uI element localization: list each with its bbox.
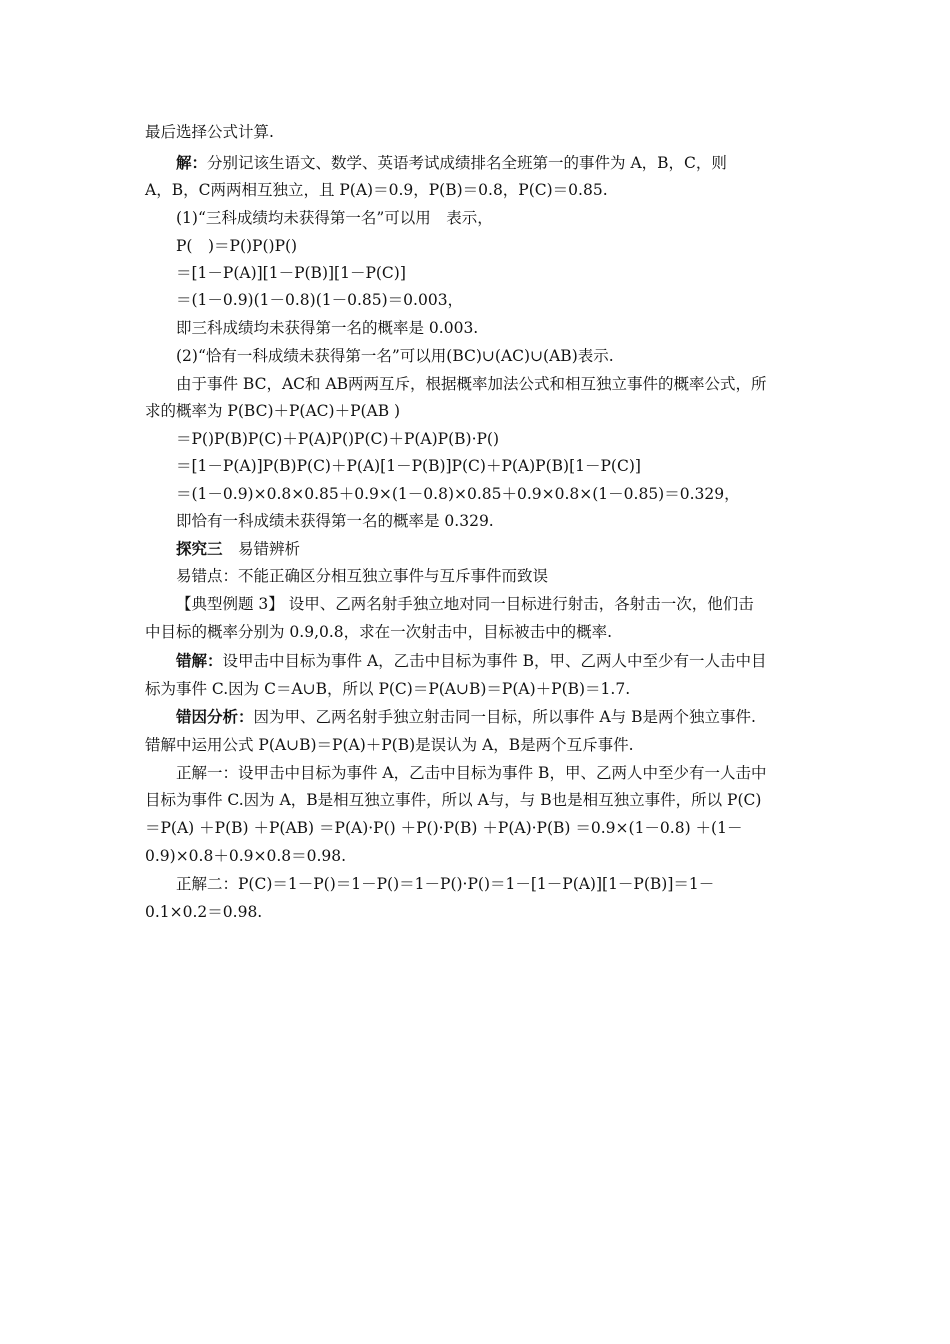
formula-line: ＝P()P(B)P(C)＋P(A)P()P(C)＋P(A)P(B)·P(): [176, 430, 500, 448]
formula-line: ＝(1－0.9)×0.8×0.85＋0.9×(1－0.8)×0.85＋0.9×0.8×(1－0.85)＝0.329，: [176, 485, 740, 503]
example-title: 【典型例题 3】 设甲、乙两名射手独立地对同一目标进行射击，各射击一次，他们击: [176, 595, 754, 613]
text-line: 即恰有一科成绩未获得第一名的概率是 0.329.: [176, 512, 494, 530]
formula-line: P( )＝P()P()P(): [176, 237, 298, 255]
formula-line: 0.9)×0.8＋0.9×0.8＝0.98.: [145, 847, 347, 865]
text-line: 最后选择公式计算.: [145, 123, 274, 141]
formula-line: ＝P(A) ＋P(B) ＋P(AB) ＝P(A)·P() ＋P()·P(B) ＋P(A)·P(B) ＝0.9×(1－0.8) ＋(1－: [145, 819, 743, 837]
section-heading: 探究三 易错辨析: [176, 539, 301, 558]
error-analysis-heading: 错因分析：: [176, 707, 254, 726]
text-line: 目标为事件 C.因为 A，B是相互独立事件，所以 A与，与 B也是相互独立事件，所以 P(C): [145, 791, 762, 809]
formula-line: ＝[1－P(A)]P(B)P(C)＋P(A)[1－P(B)]P(C)＋P(A)P(B)[1－P(C)]: [176, 457, 641, 475]
text-line: A，B，C两两相互独立，且 P(A)＝0.9，P(B)＝0.8，P(C)＝0.85.: [145, 181, 608, 199]
solution-paragraph: 解：分别记该生语文、数学、英语考试成绩排名全班第一的事件为 A，B，C，则: [176, 153, 727, 172]
text-line: 正解一：设甲击中目标为事件 A，乙击中目标为事件 B，甲、乙两人中至少有一人击中: [176, 764, 767, 782]
wrong-solution-heading: 错解：: [176, 651, 223, 670]
section-title: 探究三: [176, 539, 223, 558]
wrong-solution-paragraph: 错解：设甲击中目标为事件 A，乙击中目标为事件 B，甲、乙两人中至少有一人击中目: [176, 651, 767, 670]
text-line: 由于事件 BC，AC和 AB两两互斥，根据概率加法公式和相互独立事件的概率公式，所: [176, 375, 767, 393]
text-line: (2)“恰有一科成绩未获得第一名”可以用(BC)∪(AC)∪(AB)表示.: [176, 347, 614, 365]
text-line: 即三科成绩均未获得第一名的概率是 0.003.: [176, 319, 479, 337]
formula-line: 0.1×0.2＝0.98.: [145, 903, 263, 921]
error-analysis-paragraph: 错因分析：因为甲、乙两名射手独立射击同一目标，所以事件 A与 B是两个独立事件.: [176, 707, 756, 726]
solution-heading: 解：: [176, 153, 208, 172]
text-line: 易错点：不能正确区分相互独立事件与互斥事件而致误: [176, 567, 549, 585]
formula-line: 正解二：P(C)＝1－P()＝1－P()＝1－P()·P()＝1－[1－P(A)][1－P(B)]＝1－: [176, 875, 715, 893]
text-line: 错解中运用公式 P(A∪B)＝P(A)＋P(B)是误认为 A，B是两个互斥事件.: [145, 736, 634, 754]
formula-line: ＝[1－P(A)][1－P(B)][1－P(C)]: [176, 264, 406, 282]
text-line: 求的概率为 P(BC)＋P(AC)＋P(AB ): [145, 402, 401, 420]
text-line: 中目标的概率分别为 0.9,0.8，求在一次射击中，目标被击中的概率.: [145, 623, 613, 641]
formula-line: ＝(1－0.9)(1－0.8)(1－0.85)＝0.003，: [176, 291, 464, 309]
text-line: 标为事件 C.因为 C＝A∪B，所以 P(C)＝P(A∪B)＝P(A)＋P(B)＝1.7.: [145, 680, 631, 698]
text-line: (1)“三科成绩均未获得第一名”可以用 表示，: [176, 209, 493, 227]
